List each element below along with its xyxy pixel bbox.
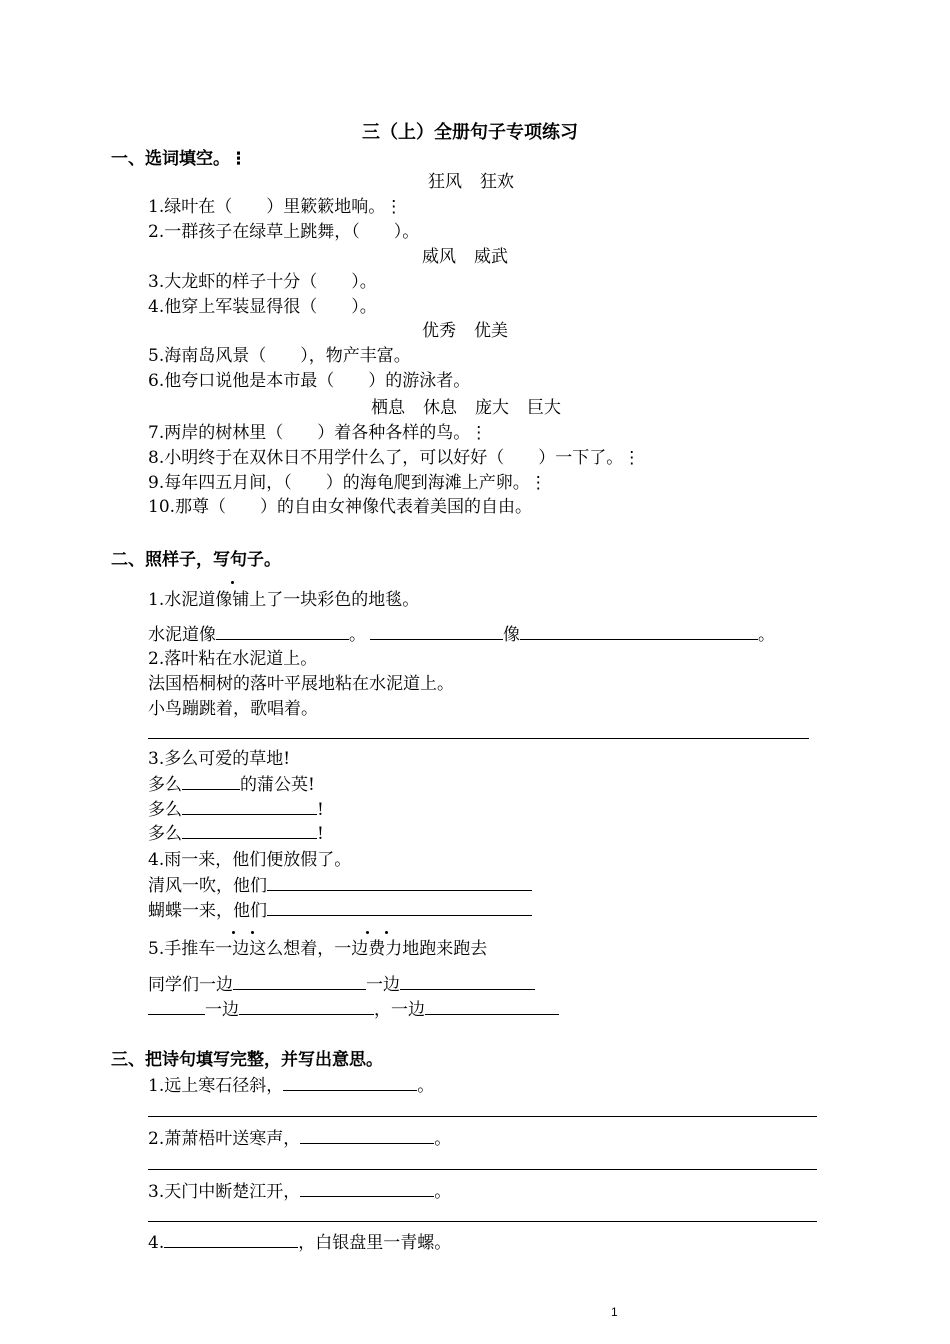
text-fragment: ! <box>317 824 324 844</box>
word-option: 优美 <box>474 321 508 341</box>
answer-blank[interactable] <box>520 623 758 640</box>
answer-line[interactable] <box>148 1116 817 1117</box>
text-fragment: 。 <box>349 625 366 645</box>
text-fragment: 1.远上寒石径斜， <box>148 1076 284 1096</box>
poem-2 <box>148 1127 451 1150</box>
question-8: 8.小明终于在双休日不用学什么了，可以好好（ ）一下了。⋮ <box>148 448 641 468</box>
text-fragment: 。 <box>758 625 775 645</box>
question-4: 4.他穿上军装显得很（ ）。 <box>148 297 377 317</box>
poem-1 <box>148 1074 434 1097</box>
question-10: 10.那尊（ ）的自由女神像代表着美国的自由。 <box>148 497 533 517</box>
answer-blank[interactable] <box>233 973 366 990</box>
item-3-answer-a <box>148 773 315 796</box>
text-fragment: 清风一吹，他们 <box>148 876 267 896</box>
emphasis-dot <box>385 931 388 934</box>
text-fragment: 2.萧萧梧叶送寒声， <box>148 1129 301 1149</box>
text-fragment: 多么 <box>148 775 182 795</box>
question-5: 5.海南岛风景（ ），物产丰富。 <box>148 346 411 366</box>
emphasis-dot <box>366 931 369 934</box>
text-fragment: ! <box>317 800 324 820</box>
section-1-heading: 一、选词填空。⋮ <box>111 149 247 169</box>
answer-blank[interactable] <box>216 623 349 640</box>
item-4-answer-a <box>148 874 532 897</box>
item-4-answer-b <box>148 899 532 922</box>
word-option: 巨大 <box>527 398 561 418</box>
item-5-answer-b <box>148 998 559 1021</box>
question-2: 2.一群孩子在绿草上跳舞，（ ）。 <box>148 222 420 242</box>
item-1-answer-line <box>148 623 775 646</box>
question-6: 6.他夸口说他是本市最（ ）的游泳者。 <box>148 371 471 391</box>
text-fragment: 3.天门中断楚江开， <box>148 1182 301 1202</box>
item-5-answer-a <box>148 973 535 996</box>
item-2-expanded: 法国梧桐树的落叶平展地粘在水泥道上。 <box>148 674 454 694</box>
word-option: 庞大 <box>475 398 509 418</box>
item-3-example: 3.多么可爱的草地! <box>148 749 291 769</box>
item-2-task: 小鸟蹦跳着，歌唱着。 <box>148 699 318 719</box>
text-fragment: 一边 <box>366 975 400 995</box>
question-9: 9.每年四五月间，（ ）的海龟爬到海滩上产卵。⋮ <box>148 473 547 493</box>
word-option: 威风 <box>422 247 456 267</box>
answer-blank[interactable] <box>370 623 503 640</box>
answer-blank[interactable] <box>239 998 374 1015</box>
word-group-1 <box>428 171 514 193</box>
page-number: 1 <box>611 1305 618 1319</box>
item-3-answer-c <box>148 822 324 845</box>
text-fragment: ，一边 <box>374 1000 425 1020</box>
item-2-example: 2.落叶粘在水泥道上。 <box>148 649 318 669</box>
text-fragment: 4. <box>148 1233 165 1253</box>
text-fragment: 一边 <box>205 1000 239 1020</box>
answer-blank[interactable] <box>267 899 532 916</box>
answer-line[interactable] <box>148 738 809 739</box>
text-fragment: 多么 <box>148 800 182 820</box>
answer-blank[interactable] <box>300 1127 434 1144</box>
poem-3 <box>148 1180 451 1203</box>
text-fragment: 。 <box>417 1076 435 1096</box>
page-title: 三（上）全册句子专项练习 <box>362 122 578 143</box>
text-fragment: 蝴蝶一来，他们 <box>148 901 267 921</box>
text-fragment: 多么 <box>148 824 182 844</box>
answer-line[interactable] <box>148 1169 817 1170</box>
question-1: 1.绿叶在（ ）里簌簌地响。⋮ <box>148 197 403 217</box>
answer-blank[interactable] <box>425 998 559 1015</box>
text-fragment: 同学们一边 <box>148 975 233 995</box>
section-3-heading: 三、把诗句填写完整，并写出意思。 <box>111 1050 383 1070</box>
emphasis-dot <box>232 931 235 934</box>
emphasis-dot <box>231 581 234 584</box>
emphasis-dot <box>251 931 254 934</box>
word-group-4 <box>371 397 561 419</box>
word-option: 休息 <box>423 398 457 418</box>
text-fragment: 水泥道像 <box>148 625 216 645</box>
word-option: 威武 <box>474 247 508 267</box>
answer-blank[interactable] <box>182 822 317 839</box>
word-option: 狂欢 <box>480 172 514 192</box>
answer-blank[interactable] <box>283 1074 417 1091</box>
word-group-3 <box>422 320 508 342</box>
item-1-example: 1.水泥道像铺上了一块彩色的地毯。 <box>148 590 420 610</box>
item-5-example: 5.手推车一边这么想着，一边费力地跑来跑去 <box>148 939 488 959</box>
text-fragment: 的蒲公英! <box>240 775 315 795</box>
answer-line[interactable] <box>148 1221 817 1222</box>
item-4-example: 4.雨一来，他们便放假了。 <box>148 850 352 870</box>
text-fragment: ，白银盘里一青螺。 <box>298 1233 452 1253</box>
question-7: 7.两岸的树林里（ ）着各种各样的鸟。⋮ <box>148 423 488 443</box>
word-group-2 <box>422 246 508 268</box>
text-fragment: 像 <box>503 625 520 645</box>
text-fragment: 。 <box>434 1182 452 1202</box>
answer-blank[interactable] <box>267 874 532 891</box>
word-option: 栖息 <box>371 398 405 418</box>
poem-4 <box>148 1231 451 1254</box>
item-3-answer-b <box>148 798 324 821</box>
word-option: 优秀 <box>422 321 456 341</box>
question-3: 3.大龙虾的样子十分（ ）。 <box>148 272 377 292</box>
answer-blank[interactable] <box>148 998 205 1015</box>
answer-blank[interactable] <box>164 1231 298 1248</box>
answer-blank[interactable] <box>182 798 317 815</box>
text-fragment: 。 <box>434 1129 452 1149</box>
section-2-heading: 二、照样子，写句子。 <box>111 550 281 570</box>
word-option: 狂风 <box>428 172 462 192</box>
answer-blank[interactable] <box>182 773 240 790</box>
answer-blank[interactable] <box>300 1180 434 1197</box>
answer-blank[interactable] <box>400 973 535 990</box>
